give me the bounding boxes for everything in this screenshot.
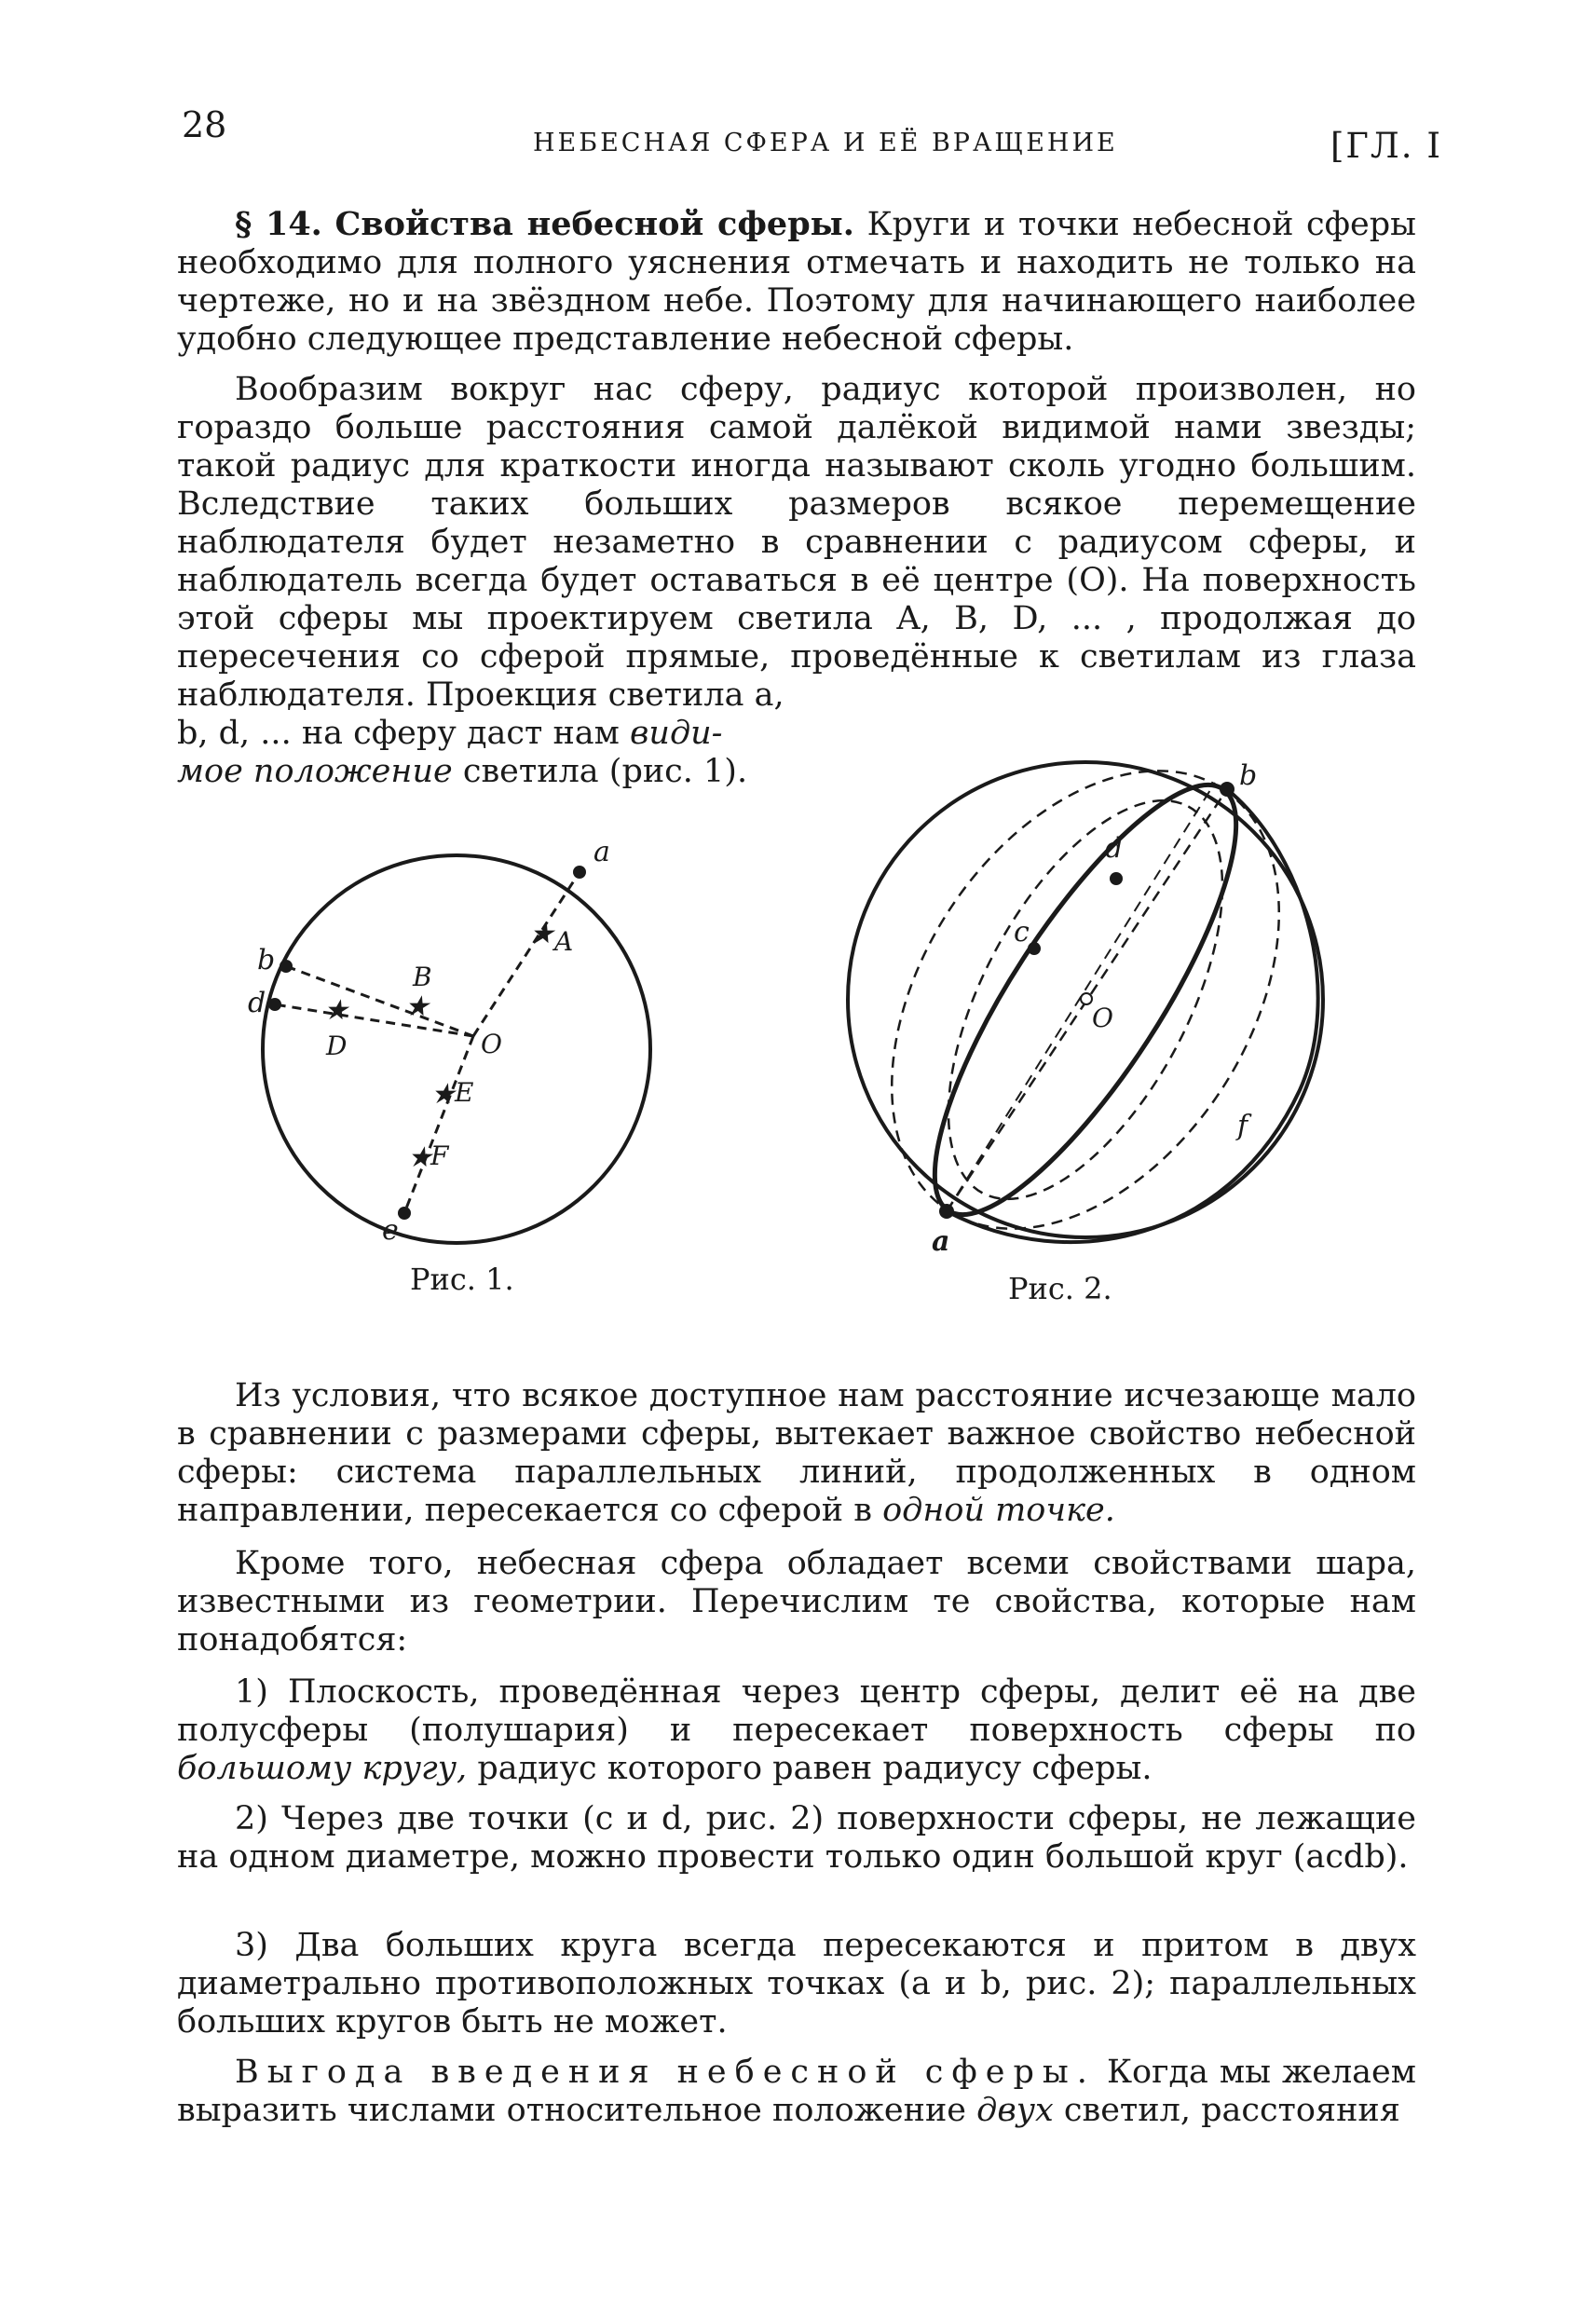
fig1-label-e: e [382,1214,399,1247]
fig1-point-a [573,866,586,879]
fig2-caption: Рис. 2. [1008,1271,1112,1306]
item1-italic: большому кругу, [177,1750,468,1787]
p3-italic: одной точке. [882,1492,1115,1529]
fig1-label-E: E [455,1077,474,1108]
fig2-label-a: a [932,1225,950,1258]
fig1-label-D: D [326,1031,348,1061]
section-title: Свойства небесной сферы. [334,205,854,243]
list-item-1 [177,1673,1416,1788]
fig2-point-d [1110,872,1123,885]
section-p2-text: Вообразим вокруг нас сферу, радиус которой произволен, но гораздо больше расстояния самой далёкой видимой нами звезды; такой радиус для краткости иногда называют сколь угодно большим. Вследствие таких больших размеров всякое перемещение наблюдателя будет незаметно в сравнении с радиусом сферы, и наблюдатель всегда будет оставаться в её центре (O). На поверхность этой сферы мы проектируем светила A, B, D, ... , продолжая до пересечения со сферой прямые, проведённые к светилам из глаза наблюдателя. Проекция светила a, [177,371,1416,714]
fig2-label-d: d [1105,832,1124,865]
section-number: § 14. [235,205,322,243]
fig1-label-A: A [554,926,574,957]
item3-text: 3) Два больших круга всегда пересекаются и притом в двух диаметрально противоположных точках (a и b, рис. 2); параллельных больших кругов быть не может. [177,1927,1416,2041]
p5-spaced-heading: Выгода введения небесной сферы. [235,2054,1096,2091]
fig2-label-b: b [1239,759,1258,792]
fig1-line-O-d [275,1004,473,1036]
body-paragraph-5 [177,2054,1416,2130]
fig1-label-b: b [257,944,276,976]
fig1-caption: Рис. 1. [410,1262,514,1297]
fig1-star-E: ★ [430,1078,456,1111]
fig2-great-circle-afb [947,789,1318,1242]
p4-text: Кроме того, небесная сфера обладает всеми свойствами шара, известными из геометрии. Перечислим те свойства, которые нам понадобятся: [177,1545,1416,1659]
item1-text-b: радиус которого равен радиусу сферы. [477,1750,1153,1787]
fig2-label-c: c [1014,916,1030,949]
p5-text-b: светил, расстояния [1063,2092,1400,2129]
fig1-star-B: ★ [404,990,430,1023]
body-paragraph-3 [177,1377,1416,1530]
page-number: 28 [182,104,227,145]
fig1-star-F: ★ [407,1141,432,1174]
chapter-marker: [ГЛ. I [1330,126,1442,166]
fig1-label-d: d [248,987,266,1019]
fig1-label-O: O [481,1029,502,1059]
p5-text-a: Когда мы желаем выразить числами относительное положение [177,2054,1416,2129]
list-item-2 [177,1800,1416,1877]
fig1-point-e [398,1207,411,1220]
fig1-label-a: a [593,836,610,868]
fig1-star-A: ★ [529,918,554,950]
section-paragraph-2-tail [177,715,848,791]
fig2-point-b [1220,782,1235,797]
list-item-3 [177,1927,1416,2041]
fig1-point-b [280,960,293,973]
figure-2 [792,717,1463,1295]
fig2-label-O: O [1092,1003,1113,1033]
fig1-point-d [268,998,281,1011]
p2-tail-italic2: мое положение [177,753,453,790]
section-p1-text: Круги и точки небесной сферы необходимо для полного уяснения отмечать и находить не только на чертеже, но и на звёздном небе. Поэтому для начинающего наиболее удобно следующее представление небесной сферы. [177,206,1416,358]
section-paragraph-1 [177,205,1416,359]
fig1-line-O-b [286,966,473,1036]
p3-text: Из условия, что всякое доступное нам расстояние исчезающе мало в сравнении с размерами сферы, вытекает важное свойство небесной сферы: система параллельных линий, продолженных в одном направлении, пересекается со сферой в [177,1377,1416,1529]
fig1-label-F: F [430,1140,449,1171]
fig1-line-O-e [404,1036,473,1213]
fig1-sphere-circle [263,855,650,1243]
p2-tail-b: светила (рис. 1). [462,753,748,790]
p2-tail-italic1: види- [630,715,723,752]
section-paragraph-2 [177,371,1416,715]
fig1-star-D: ★ [323,994,348,1027]
fig2-point-c [1028,942,1041,955]
fig2-label-f: f [1237,1110,1248,1142]
fig1-label-B: B [413,962,432,992]
item1-text-a: 1) Плоскость, проведённая через центр сферы, делит её на две полусферы (полушария) и пересекает поверхность сферы по [177,1673,1416,1749]
fig2-dashed-ellipse-back [812,717,1359,1295]
fig2-point-a [939,1204,954,1219]
fig2-point-O [1081,993,1092,1004]
running-title: НЕБЕСНАЯ СФЕРА И ЕЁ ВРАЩЕНИЕ [533,129,1118,157]
item2-text: 2) Через две точки (c и d, рис. 2) поверхности сферы, не лежащие на одном диаметре, можно провести только один большой круг (acdb). [177,1800,1416,1876]
p5-italic: двух [976,2092,1054,2129]
figure-1 [233,820,717,1304]
body-paragraph-4 [177,1545,1416,1659]
p2-tail-a: b, d, ... на сферу даст нам [177,715,620,752]
